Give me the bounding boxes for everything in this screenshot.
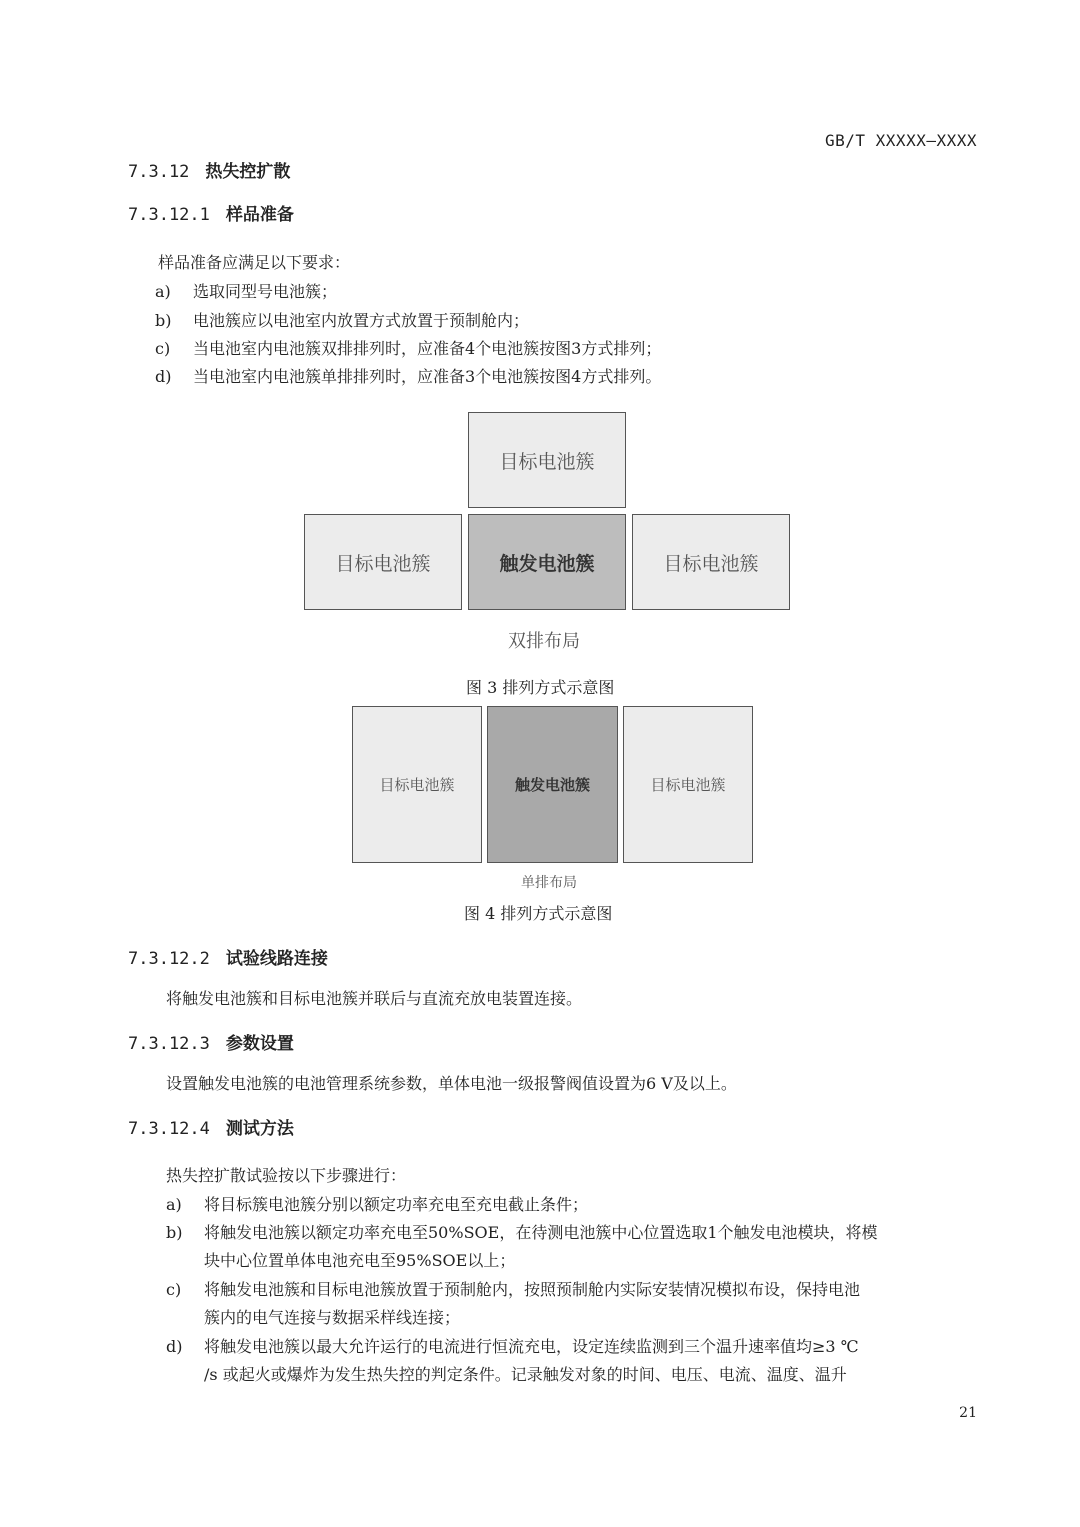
page-number: 21 <box>959 1405 977 1421</box>
list-text: 将触发电池簇以额定功率充电至50%SOE，在待测电池簇中心位置选取1个触发电池模块，将模 <box>204 1223 878 1242</box>
list-text: 将触发电池簇以最大允许运行的电流进行恒流充电，设定连续监测到三个温升速率值均≥3 ℃ <box>204 1337 859 1356</box>
subsection-3-text: 设置触发电池簇的电池管理系统参数，单体电池一级报警阀值设置为6 V及以上。 <box>166 1074 737 1093</box>
list-text: 将目标簇电池簇分别以额定功率充电至充电截止条件； <box>204 1195 589 1214</box>
section-title: 热失控扩散 <box>205 162 291 182</box>
section-number: 7.3.12 <box>128 162 190 182</box>
list-text: 当电池室内电池簇双排排列时，应准备4个电池簇按图3方式排列； <box>193 339 662 358</box>
fig3-caption: 图 3 排列方式示意图 <box>466 678 615 697</box>
subsection-3-heading <box>128 1029 294 1054</box>
list-marker: d) <box>166 1337 183 1356</box>
subsection-4-heading <box>128 1114 294 1139</box>
target-cluster-box-right: 目标电池簇 <box>623 706 753 863</box>
subsection-2-title: 试验线路连接 <box>225 949 328 969</box>
trigger-cluster-box: 触发电池簇 <box>487 706 618 863</box>
list-marker: b) <box>166 1223 183 1242</box>
list-marker: b) <box>155 311 172 330</box>
list-marker: a) <box>155 282 171 301</box>
subsection-1-heading <box>128 200 294 225</box>
subsection-2-text: 将触发电池簇和目标电池簇并联后与直流充放电装置连接。 <box>166 989 583 1008</box>
target-cluster-box-right: 目标电池簇 <box>632 514 790 610</box>
subsection-2-number: 7.3.12.2 <box>128 949 210 969</box>
list-text-continued: /s 或起火或爆炸为发生热失控的判定条件。记录触发对象的时间、电压、电流、温度、温升 <box>204 1365 847 1384</box>
subsection-4-title: 测试方法 <box>225 1119 294 1139</box>
list-text: 将触发电池簇和目标电池簇放置于预制舱内，按照预制舱内实际安装情况模拟布设，保持电池 <box>204 1280 861 1299</box>
subsection-1-intro: 样品准备应满足以下要求： <box>158 253 351 272</box>
subsection-1-number: 7.3.12.1 <box>128 205 210 225</box>
section-heading <box>128 157 290 182</box>
fig3-layout-label: 双排布局 <box>508 631 580 652</box>
subsection-1-title: 样品准备 <box>225 205 294 225</box>
document-code: GB/T XXXXX—XXXX <box>825 131 977 150</box>
trigger-cluster-box: 触发电池簇 <box>468 514 626 610</box>
list-text: 当电池室内电池簇单排排列时，应准备3个电池簇按图4方式排列。 <box>193 367 662 386</box>
list-item <box>166 1277 860 1300</box>
list-item <box>166 1334 859 1357</box>
list-text-continued: 簇内的电气连接与数据采样线连接； <box>204 1308 461 1327</box>
subsection-3-number: 7.3.12.3 <box>128 1034 210 1054</box>
list-marker: c) <box>166 1280 182 1299</box>
list-text: 选取同型号电池簇； <box>193 282 338 301</box>
target-cluster-box-left: 目标电池簇 <box>304 514 462 610</box>
list-item <box>166 1220 878 1243</box>
list-text-continued: 块中心位置单体电池充电至95%SOE以上； <box>204 1251 516 1270</box>
subsection-4-intro: 热失控扩散试验按以下步骤进行： <box>166 1166 407 1185</box>
list-item <box>155 279 337 302</box>
list-item <box>166 1192 588 1215</box>
target-cluster-box-left: 目标电池簇 <box>352 706 482 863</box>
list-marker: d) <box>155 367 172 386</box>
fig4-layout-label: 单排布局 <box>521 875 577 891</box>
list-item <box>155 308 529 331</box>
list-marker: c) <box>155 339 171 358</box>
list-item <box>155 364 661 387</box>
list-marker: a) <box>166 1195 182 1214</box>
subsection-3-title: 参数设置 <box>225 1034 294 1054</box>
subsection-2-heading <box>128 944 328 969</box>
list-text: 电池簇应以电池室内放置方式放置于预制舱内； <box>193 311 530 330</box>
fig4-caption: 图 4 排列方式示意图 <box>464 904 613 923</box>
list-item <box>155 336 661 359</box>
subsection-4-number: 7.3.12.4 <box>128 1119 210 1139</box>
target-cluster-box-top: 目标电池簇 <box>468 412 626 508</box>
